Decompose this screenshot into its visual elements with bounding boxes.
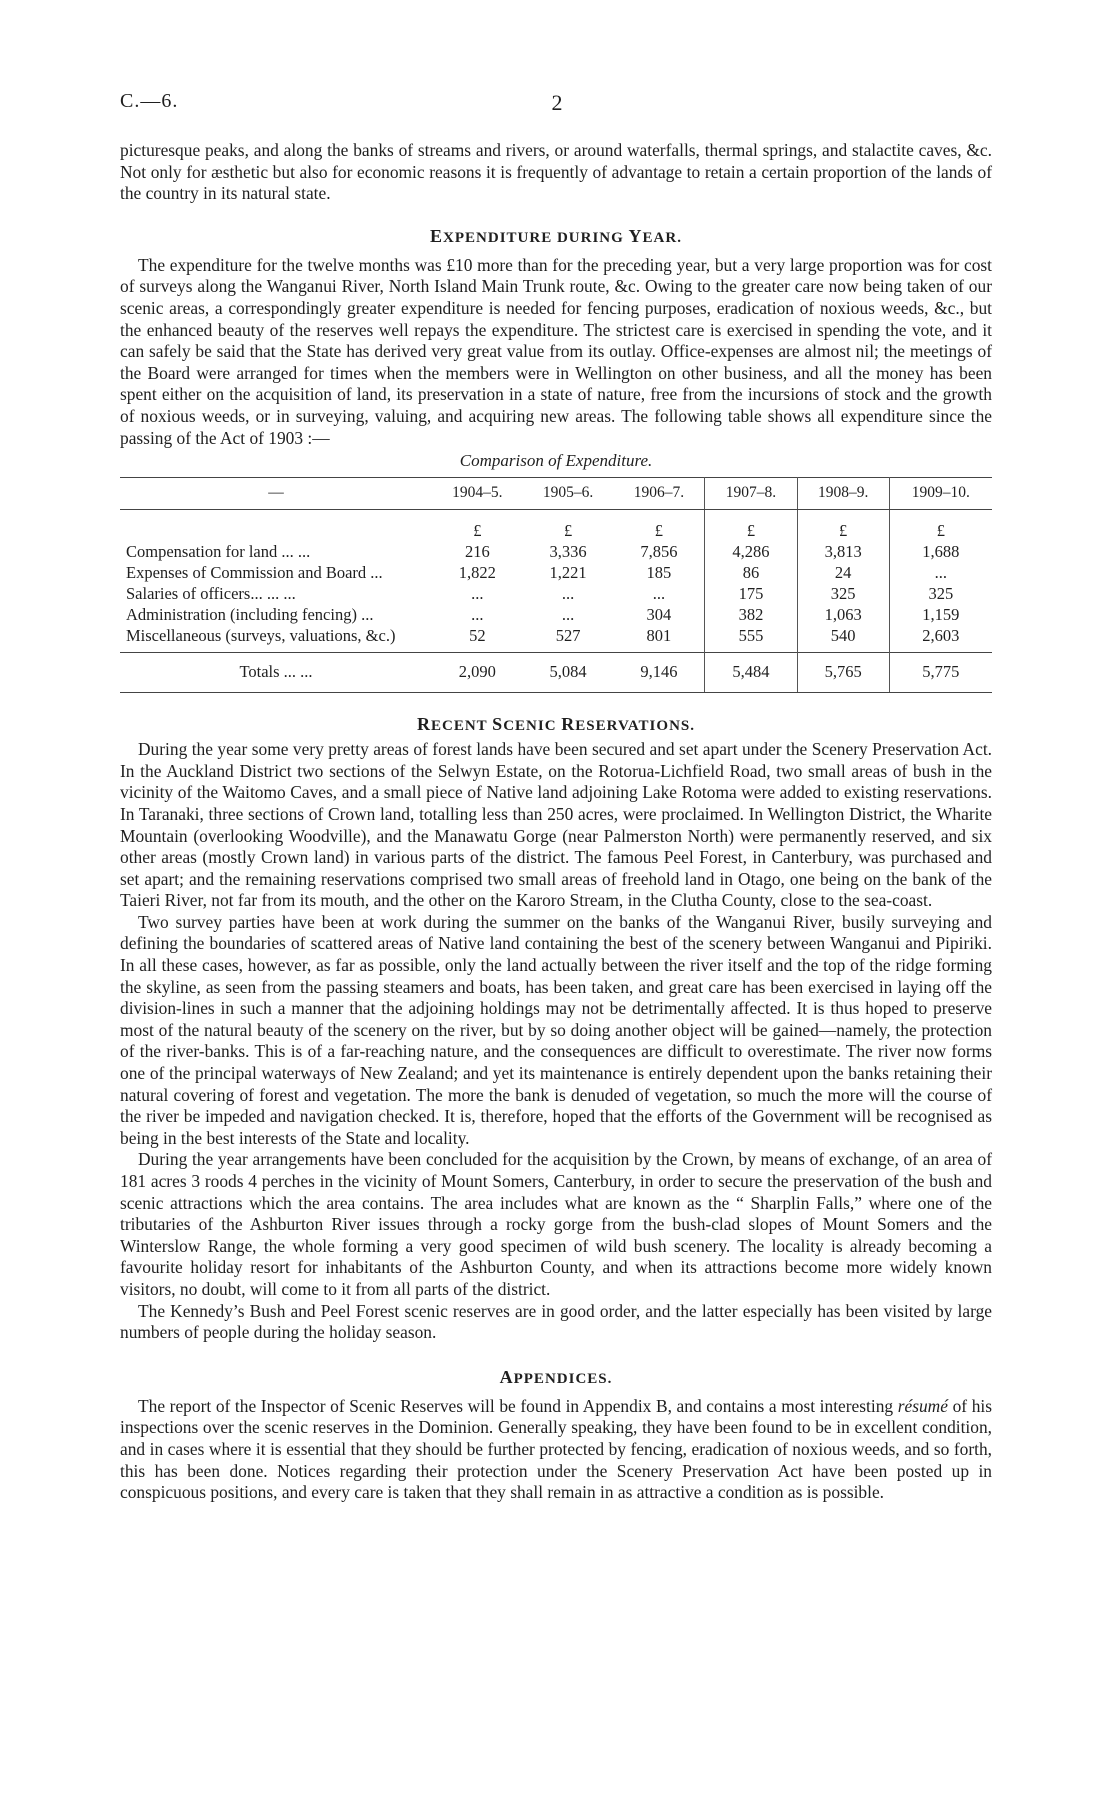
recent-paragraph: Two survey parties have been at work during the summer on the banks of the Wanganui River, busily surveying and defining the boundaries of scattered areas of Native land containing the best of the scenery between Wanganui and Pipiriki. In all these cases, however, as far as possible, only the land actually between the river itself and the top of the ridge forming the skyline, as seen from the passing steamers and boats, has been taken, and great care has been exercised in laying off the division-lines in such a manner that the adjoining holdings may not be detrimentally affected. It is thus hoped to preserve most of the natural beauty of the scenery on the river, but by so doing another object will be gained—namely, the protection of the river-banks. This is of a far-reaching nature, and the consequences are difficult to overestimate. The river now forms one of the principal waterways of New Zealand; and yet its maintenance is entirely dependent upon the banks retaining their natural covering of forest and vegetation. The more the bank is denuded of vegetation, so much the more will the course of the river be impeded and navigation checked. It is, therefore, hoped that the efforts of the Government will be recognised as being in the best interests of the State and locality. [120, 911, 992, 1148]
table-cell: 185 [646, 563, 672, 583]
total-cell: 5,484 [705, 653, 797, 693]
column-header: 1905–6. [523, 478, 614, 510]
table-cell: 325 [889, 583, 992, 604]
table-cell: 24 [797, 562, 889, 583]
section-heading-appendices: APPENDICES. [499, 1366, 613, 1387]
table-cell: ... [561, 605, 575, 625]
intro-paragraph: picturesque peaks, and along the banks of streams and rivers, or around waterfalls, thermal springs, and stalactite caves, &c. Not only for æsthetic but also for economic reasons it is frequently of advantage to retain a certain proportion of the lands of the country in its natural state. [120, 140, 992, 204]
table-cell: 175 [705, 583, 797, 604]
table-cell: 801 [646, 626, 672, 646]
section-heading-expenditure: EXPENDITURE DURING YEAR. [430, 225, 682, 246]
recent-paragraph: The Kennedy’s Bush and Peel Forest scenic reserves are in good order, and the latter especially has been visited by large numbers of people during the holiday season. [120, 1300, 992, 1343]
recent-paragraph: During the year arrangements have been concluded for the acquisition by the Crown, by means of exchange, of an area of 181 acres 3 roods 4 perches in the vicinity of Mount Somers, Canterbury, in order to secure the preservation of the bush and scenic attractions which the area contains. The area includes what are known as the “ Sharplin Falls,” where one of the tributaries of the Ashburton River issues through a rocky gorge from the bush-clad slopes of Mount Somers and the Winterslow Range, the whole forming a very good specimen of wild bush scenery. The locality is already becoming a favourite holiday resort for inhabitants of the Ashburton County, and when its attractions become more widely known visitors, no doubt, will come to it from all parts of the district. [120, 1149, 992, 1299]
total-cell: 9,146 [613, 653, 704, 693]
column-header: 1907–8. [705, 478, 797, 510]
table-cell: ... [561, 584, 575, 604]
table-cell: 86 [705, 562, 797, 583]
table-cell: ... [652, 584, 666, 604]
table-cell: ... [471, 605, 484, 625]
table-cell: 2,603 [889, 625, 992, 646]
table-cell: 4,286 [705, 541, 797, 562]
table-cell: 304 [646, 605, 672, 625]
row-label: Compensation for land ... ... [126, 542, 311, 562]
table-cell: 3,336 [549, 542, 587, 562]
total-cell: 5,084 [523, 653, 614, 693]
table-cell: 527 [555, 626, 581, 646]
total-cell: 5,775 [889, 653, 992, 693]
document-reference: C.—6. [120, 90, 179, 112]
totals-row [120, 653, 992, 693]
resume-italic: résumé [897, 1395, 948, 1416]
page-number: 2 [551, 90, 563, 115]
table-cell: 3,813 [797, 541, 889, 562]
row-label: Expenses of Commission and Board ... [126, 563, 383, 583]
table-cell: 382 [705, 604, 797, 625]
unit-cell: £ [473, 521, 482, 541]
column-header: 1904–5. [432, 478, 523, 510]
appendices-paragraph: The report of the Inspector of Scenic Reserves will be found in Appendix B, and contains a most interesting résumé of his inspections over the scenic reserves in the Dominion. Generally speaking, they have been found to be in excellent condition, and in cases where it is essential that they should be further protected by fencing, eradication of noxious weeds, and so forth, this has been done. Notices regarding their protection under the Scenery Preservation Act have been posted up in conspicuous positions, and every care is taken that they shall remain in as attractive a condition as is possible. [120, 1395, 992, 1503]
section-heading-recent-scenic-reservations: RECENT SCENIC RESERVATIONS. [417, 714, 695, 735]
table-cell: 1,822 [458, 563, 496, 583]
page-content [120, 140, 992, 1504]
row-label: Miscellaneous (surveys, valuations, &c.) [126, 626, 396, 646]
unit-cell: £ [654, 521, 664, 541]
table-cell: 216 [464, 542, 490, 562]
table-cell: ... [471, 584, 484, 604]
table-cell: 555 [705, 625, 797, 646]
table-cell: 1,221 [549, 563, 587, 583]
table-row [120, 604, 992, 625]
table-cell: 1,688 [889, 541, 992, 562]
column-header: 1909–10. [889, 478, 992, 510]
table-cell: 1,159 [889, 604, 992, 625]
units-row [120, 510, 992, 542]
table-row [120, 541, 992, 562]
unit-cell: £ [705, 510, 797, 542]
table-header-row [120, 478, 992, 510]
page-header [120, 90, 994, 120]
table-caption: Comparison of Expenditure. [459, 451, 653, 471]
table-row [120, 562, 992, 583]
unit-cell: £ [889, 510, 992, 542]
table-cell: 540 [797, 625, 889, 646]
table-cell: 52 [469, 626, 486, 646]
total-cell: 2,090 [432, 653, 523, 693]
recent-paragraph: During the year some very pretty areas of forest lands have been secured and set apart under the Scenery Preservation Act. In the Auckland District two sections of the Selwyn Estate, on the Rotorua-Lichfield Road, two small areas of bush in the vicinity of the Waitomo Caves, and a small piece of Native land adjoining Lake Rotoma were added to existing reservations. In Taranaki, three sections of Crown land, totalling less than 250 acres, were proclaimed. In Wellington District, the Wharite Mountain (overlooking Woodville), and the Manawatu Gorge (near Palmerston North) were permanently reserved, and six other areas (mostly Crown land) in various parts of the district. The famous Peel Forest, in Canterbury, was purchased and set apart; and the remaining reservations comprised two small areas of freehold land in Otago, one being on the bank of the Taieri River, not far from its mouth, and the other on the Karoro Stream, in the Clutha County, close to the sea-coast. [120, 739, 992, 911]
table-cell: 1,063 [797, 604, 889, 625]
totals-label: Totals ... ... [120, 653, 432, 693]
row-label: Administration (including fencing) ... [126, 605, 374, 625]
unit-cell: £ [797, 510, 889, 542]
table-corner: — [120, 478, 432, 510]
table-cell: ... [889, 562, 992, 583]
column-header: 1906–7. [613, 478, 704, 510]
table-row [120, 583, 992, 604]
expenditure-table [120, 477, 992, 693]
table-row [120, 625, 992, 646]
table-cell: 7,856 [640, 542, 678, 562]
unit-cell: £ [563, 521, 573, 541]
expenditure-paragraph: The expenditure for the twelve months was £10 more than for the preceding year, but a very large proportion was for cost of surveys along the Wanganui River, North Island Main Trunk route, &c. Owing to the greater care now being taken of our scenic areas, a correspondingly greater expenditure is needed for fencing purposes, eradication of noxious weeds, &c., but the enhanced beauty of the reserves well repays the expenditure. The strictest care is exercised in spending the vote, and it can safely be said that the State has derived very great value from its outlay. Office-expenses are almost nil; the meetings of the Board were arranged for times when the members were in Wellington on other business, and all the money has been spent either on the acquisition of land, its preservation in a state of nature, free from the incursions of stock and the growth of noxious weeds, or in surveying, valuing, and acquiring new areas. The following table shows all expenditure since the passing of the Act of 1903 :— [120, 254, 992, 448]
row-label: Salaries of officers... ... ... [126, 584, 296, 604]
total-cell: 5,765 [797, 653, 889, 693]
table-cell: 325 [797, 583, 889, 604]
column-header: 1908–9. [797, 478, 889, 510]
